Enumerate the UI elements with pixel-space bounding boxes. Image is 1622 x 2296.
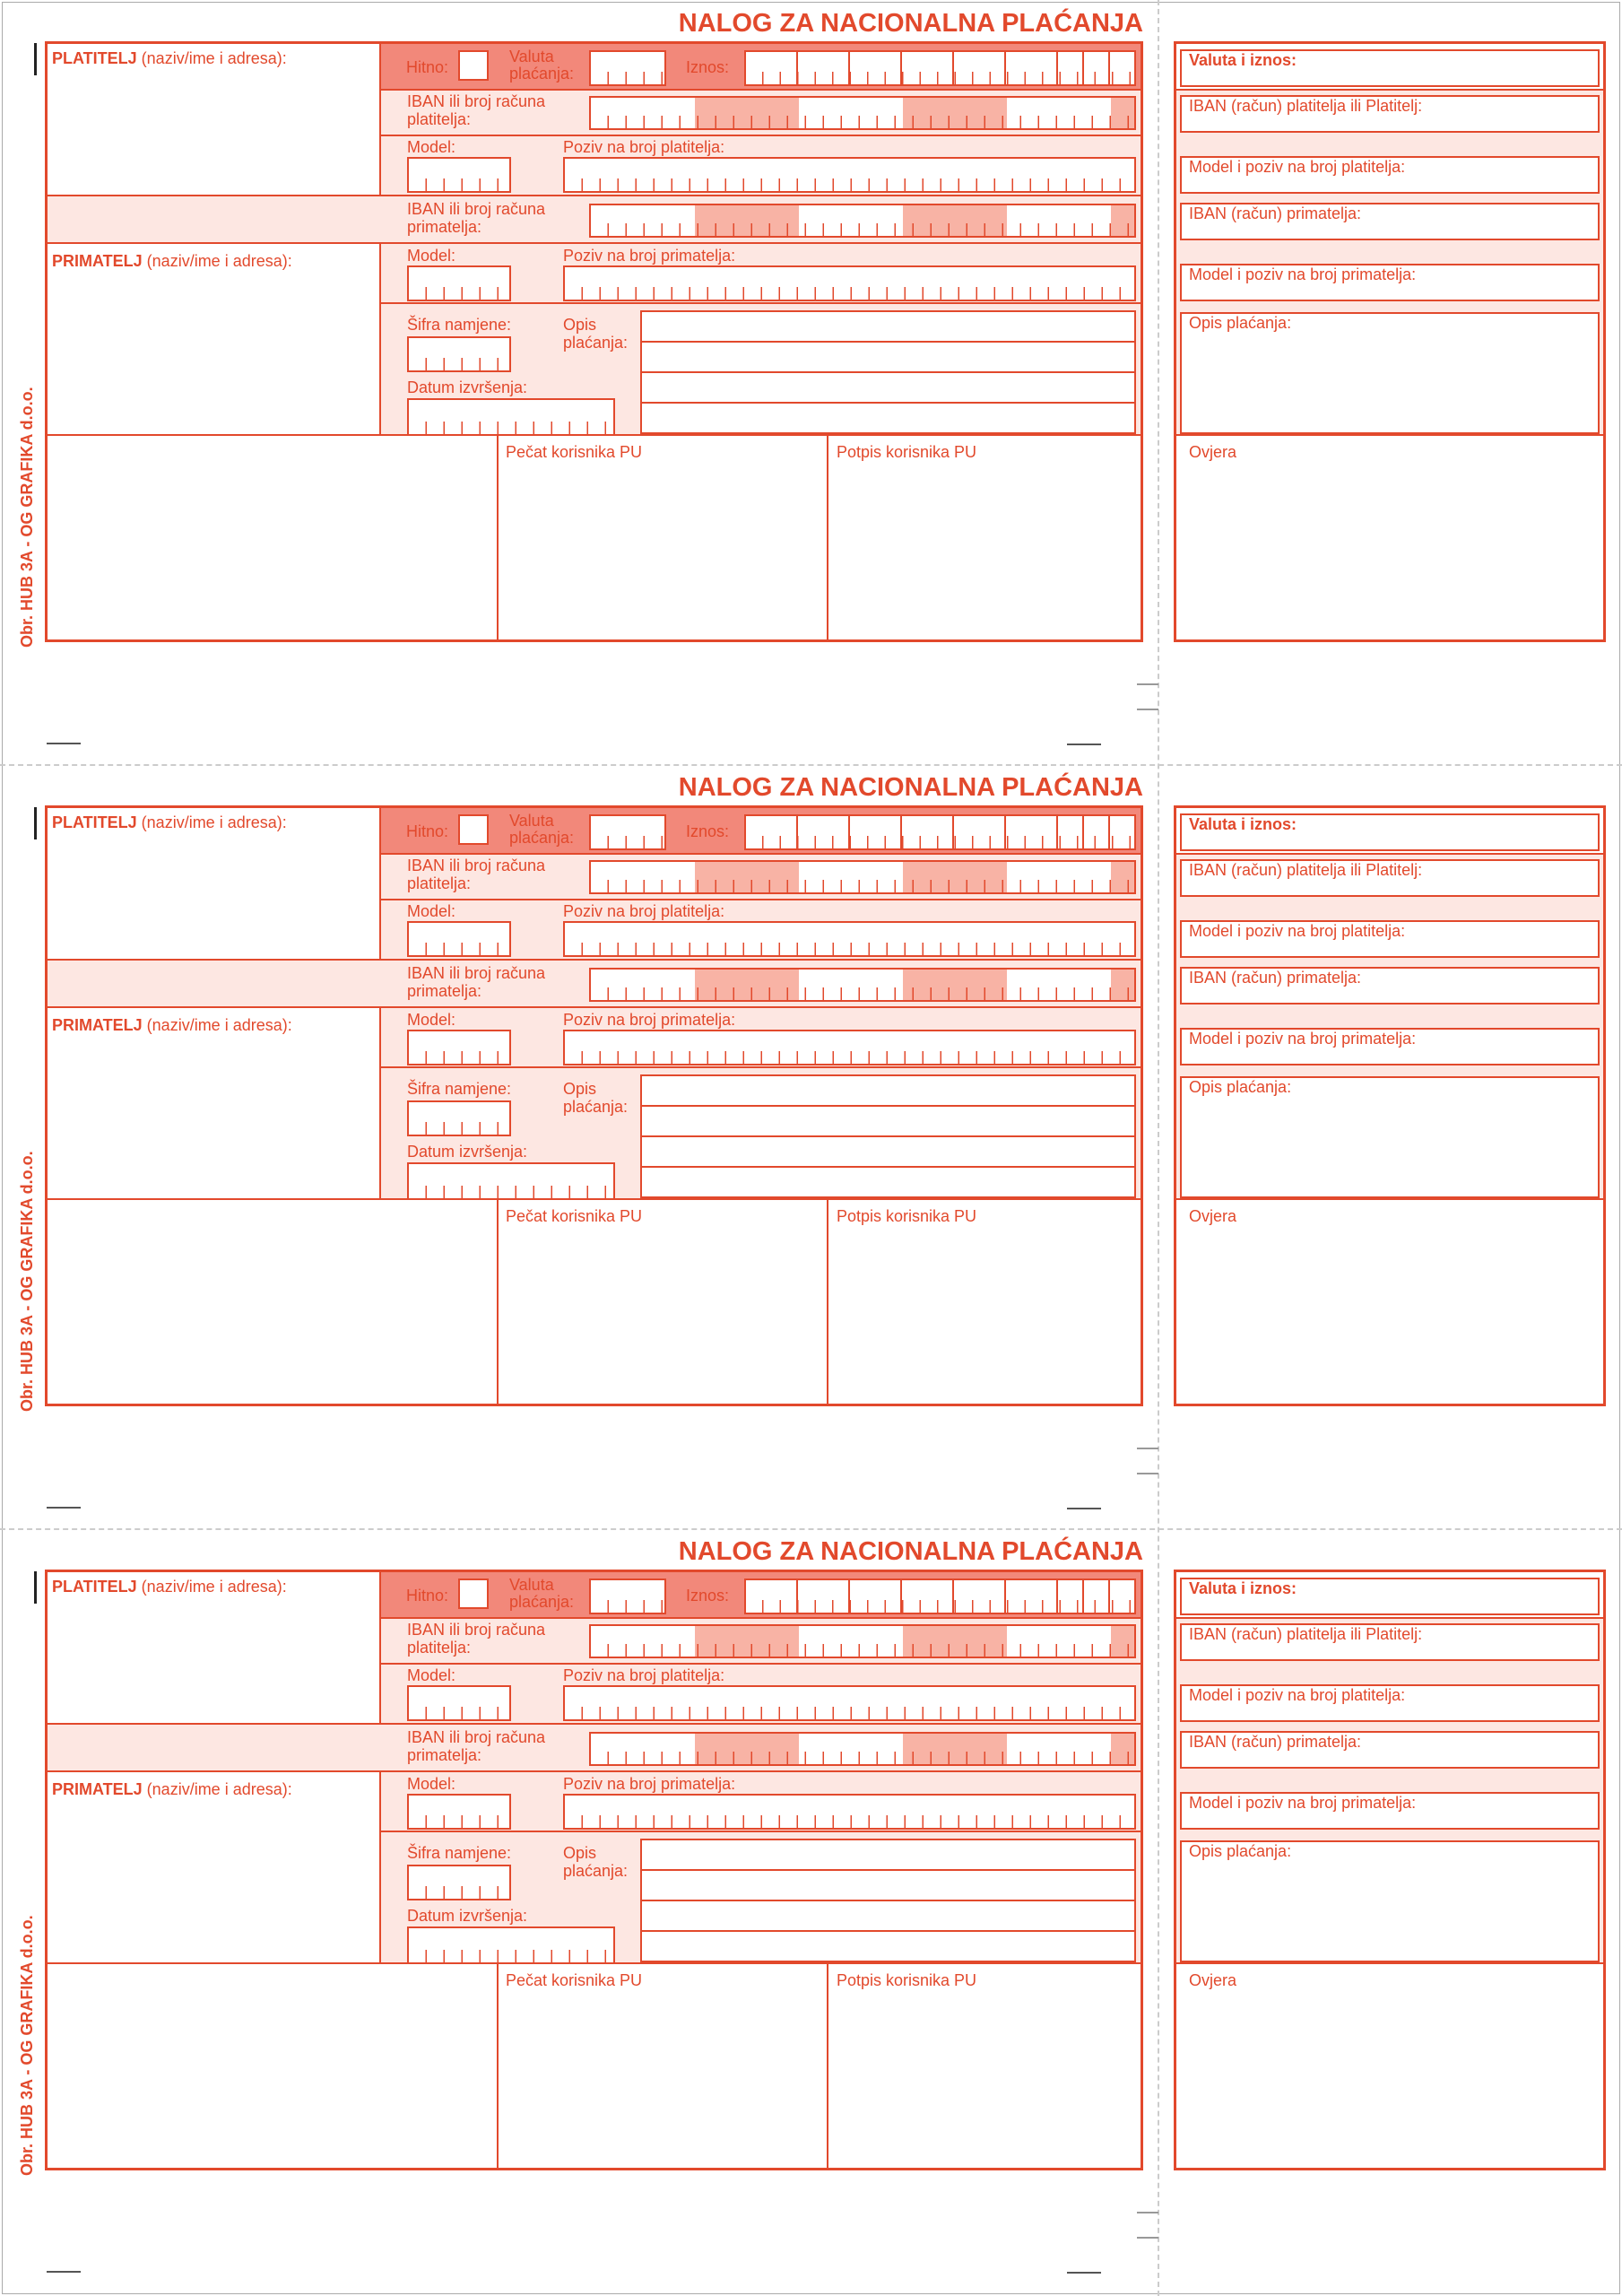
- payer-model-label: Model:: [407, 138, 456, 156]
- urgent-label: Hitno:: [406, 1587, 449, 1605]
- payer-model-label: Model:: [407, 902, 456, 920]
- payee-iban-input[interactable]: [589, 1732, 1136, 1766]
- divider: [48, 1770, 1141, 1772]
- payee-iban-label: IBAN ili broj računa primatelja:: [407, 1728, 546, 1764]
- execution-date-label: Datum izvršenja:: [407, 1143, 528, 1161]
- currency-input[interactable]: [589, 50, 666, 86]
- payee-label: PRIMATELJ (naziv/ime i adresa):: [52, 1016, 292, 1034]
- receipt-verification-label: Ovjera: [1189, 1971, 1237, 1989]
- signature-label: Potpis korisnika PU: [837, 1971, 977, 1989]
- receipt-payer-iban-label: IBAN (račun) platitelja ili Platitelj:: [1189, 1625, 1423, 1643]
- payer-model-input[interactable]: [407, 1685, 511, 1721]
- payer-model-label: Model:: [407, 1666, 456, 1684]
- registration-mark: [34, 1571, 37, 1604]
- purpose-code-label: Šifra namjene:: [407, 316, 512, 334]
- registration-mark: [47, 2271, 81, 2273]
- payee-reference-input[interactable]: [563, 265, 1136, 301]
- payee-iban-label: IBAN ili broj računa primatelja:: [407, 964, 546, 1000]
- payer-reference-label: Poziv na broj platitelja:: [563, 1666, 725, 1684]
- payer-label: PLATITELJ (naziv/ime i adresa):: [52, 813, 287, 831]
- payment-description-label: Opis plaćanja:: [563, 1080, 629, 1116]
- divider: [381, 1066, 1141, 1068]
- registration-mark: [47, 743, 81, 744]
- receipt-payee-iban-label: IBAN (račun) primatelja:: [1189, 1733, 1362, 1751]
- payee-reference-label: Poziv na broj primatelja:: [563, 1011, 736, 1029]
- currency-label: Valuta plaćanja:: [509, 48, 575, 83]
- receipt-payer-iban-label: IBAN (račun) platitelja ili Platitelj:: [1189, 97, 1423, 115]
- registration-mark: [47, 1507, 81, 1509]
- divider: [48, 1723, 1141, 1725]
- payer-label: PLATITELJ (naziv/ime i adresa):: [52, 49, 287, 67]
- divider: [48, 242, 1141, 244]
- cut-mark: [1137, 2237, 1158, 2239]
- payee-reference-label: Poziv na broj primatelja:: [563, 1775, 736, 1793]
- registration-mark: [34, 43, 37, 75]
- payment-order-form: [0, 0, 1622, 764]
- divider: [1176, 89, 1603, 91]
- payee-reference-input[interactable]: [563, 1030, 1136, 1065]
- receipt-verification-label: Ovjera: [1189, 1207, 1237, 1225]
- form-title: NALOG ZA NACIONALNA PLAĆANJA: [678, 773, 1143, 802]
- cut-mark: [1137, 1448, 1158, 1449]
- description-line: [642, 341, 1134, 343]
- payment-order-form: [0, 764, 1622, 1528]
- divider: [379, 44, 381, 195]
- registration-mark: [1067, 1508, 1101, 1509]
- divider: [827, 1964, 828, 2168]
- payee-model-label: Model:: [407, 247, 456, 265]
- divider: [1176, 434, 1603, 436]
- receipt-payer-model-label: Model i poziv na broj platitelja:: [1189, 922, 1406, 940]
- payee-iban-input[interactable]: [589, 968, 1136, 1002]
- cut-mark: [1137, 2212, 1158, 2213]
- divider: [827, 1200, 828, 1404]
- description-line: [642, 1166, 1134, 1168]
- cut-mark: [1137, 709, 1158, 710]
- payee-label: PRIMATELJ (naziv/ime i adresa):: [52, 1780, 292, 1798]
- cut-mark: [1137, 1473, 1158, 1474]
- execution-date-input[interactable]: [407, 398, 615, 436]
- receipt-description-label: Opis plaćanja:: [1189, 314, 1292, 332]
- form-title: NALOG ZA NACIONALNA PLAĆANJA: [678, 9, 1143, 38]
- stamp-label: Pečat korisnika PU: [506, 1207, 643, 1225]
- description-line: [642, 1930, 1134, 1932]
- cut-mark: [1137, 683, 1158, 685]
- divider: [497, 1200, 499, 1404]
- payer-iban-input[interactable]: [589, 860, 1136, 894]
- purpose-code-input[interactable]: [407, 1865, 511, 1900]
- execution-date-label: Datum izvršenja:: [407, 378, 528, 396]
- amount-label: Iznos:: [686, 822, 730, 840]
- divider: [379, 1771, 381, 1964]
- payer-reference-input[interactable]: [563, 921, 1136, 957]
- receipt-payee-iban-label: IBAN (račun) primatelja:: [1189, 969, 1362, 987]
- payer-iban-input[interactable]: [589, 1624, 1136, 1658]
- divider: [381, 135, 1141, 136]
- currency-input[interactable]: [589, 1578, 666, 1614]
- payee-model-input[interactable]: [407, 1030, 511, 1065]
- execution-date-input[interactable]: [407, 1162, 615, 1200]
- payee-model-input[interactable]: [407, 265, 511, 301]
- divider: [381, 302, 1141, 304]
- receipt-description-label: Opis plaćanja:: [1189, 1078, 1292, 1096]
- signature-label: Potpis korisnika PU: [837, 1207, 977, 1225]
- purpose-code-input[interactable]: [407, 336, 511, 372]
- decimal-separator: [1082, 50, 1084, 86]
- form-code-text: Obr. HUB 3A - OG GRAFIKA d.o.o.: [18, 387, 36, 648]
- payment-description-label: Opis plaćanja:: [563, 1844, 629, 1880]
- amount-label: Iznos:: [686, 58, 730, 76]
- description-line: [642, 1869, 1134, 1871]
- form-code-text: Obr. HUB 3A - OG GRAFIKA d.o.o.: [18, 1151, 36, 1412]
- payer-label: PLATITELJ (naziv/ime i adresa):: [52, 1578, 287, 1596]
- divider: [379, 1007, 381, 1200]
- payer-iban-input[interactable]: [589, 96, 1136, 130]
- divider: [48, 195, 1141, 196]
- divider: [381, 1663, 1141, 1665]
- divider: [379, 1572, 381, 1723]
- stamp-label: Pečat korisnika PU: [506, 1971, 643, 1989]
- description-line: [642, 371, 1134, 373]
- divider: [827, 436, 828, 639]
- divider: [381, 853, 1141, 855]
- description-line: [642, 1105, 1134, 1107]
- registration-mark: [1067, 744, 1101, 745]
- receipt-payee-model-label: Model i poziv na broj primatelja:: [1189, 265, 1417, 283]
- urgent-label: Hitno:: [406, 822, 449, 840]
- execution-date-input[interactable]: [407, 1926, 615, 1964]
- currency-label: Valuta plaćanja:: [509, 812, 575, 847]
- stamp-label: Pečat korisnika PU: [506, 443, 643, 461]
- payee-model-input[interactable]: [407, 1794, 511, 1830]
- receipt-currency-amount-label: Valuta i iznos:: [1189, 51, 1297, 69]
- payee-reference-label: Poziv na broj primatelja:: [563, 247, 736, 265]
- payee-iban-label: IBAN ili broj računa primatelja:: [407, 200, 546, 236]
- registration-mark: [34, 807, 37, 839]
- registration-mark: [1067, 2272, 1101, 2274]
- payer-model-input[interactable]: [407, 157, 511, 193]
- payee-model-label: Model:: [407, 1775, 456, 1793]
- signature-label: Potpis korisnika PU: [837, 443, 977, 461]
- receipt-description-label: Opis plaćanja:: [1189, 1842, 1292, 1860]
- payment-order-form: [0, 1528, 1622, 2292]
- urgent-checkbox[interactable]: [458, 814, 489, 845]
- purpose-code-label: Šifra namjene:: [407, 1080, 512, 1098]
- payer-reference-label: Poziv na broj platitelja:: [563, 138, 725, 156]
- divider: [381, 1831, 1141, 1832]
- payer-model-input[interactable]: [407, 921, 511, 957]
- currency-input[interactable]: [589, 814, 666, 850]
- amount-input[interactable]: [744, 1578, 1136, 1614]
- description-line: [642, 1900, 1134, 1901]
- decimal-separator: [1082, 1578, 1084, 1614]
- payer-iban-label: IBAN ili broj računa platitelja:: [407, 857, 546, 892]
- receipt-verification-label: Ovjera: [1189, 443, 1237, 461]
- payee-label: PRIMATELJ (naziv/ime i adresa):: [52, 252, 292, 270]
- execution-date-label: Datum izvršenja:: [407, 1907, 528, 1925]
- amount-input[interactable]: [744, 814, 1136, 850]
- amount-label: Iznos:: [686, 1587, 730, 1605]
- urgent-checkbox[interactable]: [458, 50, 489, 81]
- divider: [48, 959, 1141, 961]
- payer-reference-label: Poziv na broj platitelja:: [563, 902, 725, 920]
- receipt-payer-model-label: Model i poziv na broj platitelja:: [1189, 1686, 1406, 1704]
- receipt-currency-amount-label: Valuta i iznos:: [1189, 1579, 1297, 1597]
- divider: [497, 436, 499, 639]
- payer-iban-label: IBAN ili broj računa platitelja:: [407, 1621, 546, 1657]
- divider: [497, 1964, 499, 2168]
- urgent-label: Hitno:: [406, 58, 449, 76]
- currency-label: Valuta plaćanja:: [509, 1576, 575, 1611]
- form-title: NALOG ZA NACIONALNA PLAĆANJA: [678, 1537, 1143, 1566]
- description-line: [642, 402, 1134, 404]
- description-line: [642, 1135, 1134, 1137]
- receipt-payee-model-label: Model i poziv na broj primatelja:: [1189, 1794, 1417, 1812]
- divider: [381, 1617, 1141, 1619]
- divider: [379, 808, 381, 959]
- receipt-currency-amount-label: Valuta i iznos:: [1189, 815, 1297, 833]
- decimal-separator: [1082, 814, 1084, 850]
- payment-description-label: Opis plaćanja:: [563, 316, 629, 352]
- divider: [381, 899, 1141, 900]
- divider: [48, 1006, 1141, 1008]
- receipt-payee-model-label: Model i poziv na broj primatelja:: [1189, 1030, 1417, 1048]
- divider: [1176, 853, 1603, 855]
- divider: [1176, 1198, 1603, 1200]
- receipt-payer-iban-label: IBAN (račun) platitelja ili Platitelj:: [1189, 861, 1423, 879]
- divider: [379, 243, 381, 436]
- divider: [1176, 1617, 1603, 1619]
- form-code-text: Obr. HUB 3A - OG GRAFIKA d.o.o.: [18, 1915, 36, 2176]
- amount-input[interactable]: [744, 50, 1136, 86]
- payee-reference-input[interactable]: [563, 1794, 1136, 1830]
- payer-reference-input[interactable]: [563, 1685, 1136, 1721]
- receipt-payer-model-label: Model i poziv na broj platitelja:: [1189, 158, 1406, 176]
- divider: [381, 89, 1141, 91]
- urgent-checkbox[interactable]: [458, 1578, 489, 1609]
- payer-reference-input[interactable]: [563, 157, 1136, 193]
- purpose-code-input[interactable]: [407, 1100, 511, 1136]
- divider: [1176, 1962, 1603, 1964]
- purpose-code-label: Šifra namjene:: [407, 1844, 512, 1862]
- receipt-payee-iban-label: IBAN (račun) primatelja:: [1189, 204, 1362, 222]
- payer-iban-label: IBAN ili broj računa platitelja:: [407, 92, 546, 128]
- payee-model-label: Model:: [407, 1011, 456, 1029]
- payee-iban-input[interactable]: [589, 204, 1136, 238]
